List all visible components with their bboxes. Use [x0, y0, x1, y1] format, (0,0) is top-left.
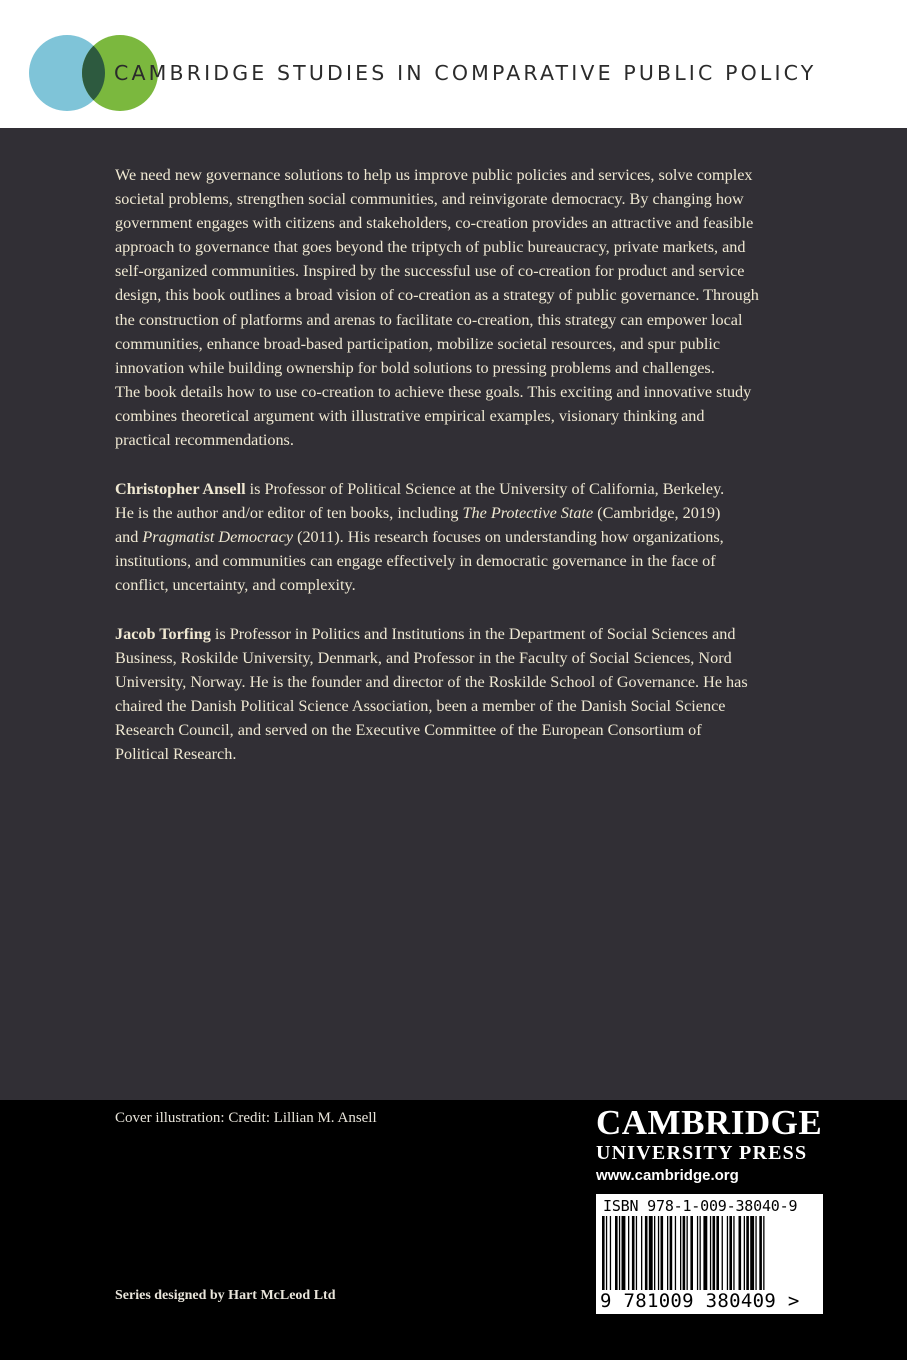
barcode-bar: [759, 1216, 762, 1290]
publisher-name: CAMBRIDGE: [596, 1103, 823, 1142]
barcode-bar: [722, 1216, 723, 1290]
barcode-bar: [716, 1216, 719, 1290]
bio-text: is Professor in Politics and Institutions in the Department of Social Sciences and: [210, 625, 736, 643]
barcode-bar: [654, 1216, 655, 1290]
barcode-bar: [610, 1216, 611, 1290]
barcode-bar: [670, 1216, 673, 1290]
barcode-bar: [636, 1216, 637, 1290]
blurb-line: design, this book outlines a broad vision of co-creation as a strategy of public governance. Through: [115, 286, 759, 305]
barcode-bar: [703, 1216, 707, 1290]
blurb-line: innovation while building ownership for bold solutions to pressing problems and challenges.: [115, 358, 715, 377]
bio-line: Political Research.: [115, 745, 237, 764]
blurb-line: The book details how to use co-creation to achieve these goals. This exciting and innovative study: [115, 382, 752, 401]
publisher-logo: [596, 1104, 826, 1186]
bio-text: (Cambridge, 2019): [593, 504, 721, 523]
bio-line: University, Norway. He is the founder and director of the Roskilde School of Governance. He has: [115, 673, 748, 692]
bio-line: Research Council, and served on the Executive Committee of the European Consortium of: [115, 721, 702, 740]
barcode-bar: [700, 1216, 701, 1290]
blurb-line: approach to governance that goes beyond the triptych of public bureaucracy, private markets, and: [115, 238, 746, 257]
barcode-bar: [615, 1216, 618, 1290]
barcode-bar: [606, 1216, 607, 1290]
bio-text: He is the author and/or editor of ten books, including: [115, 504, 463, 523]
bio-line: Business, Roskilde University, Denmark, and Professor in the Faculty of Social Sciences, Nord: [115, 649, 732, 668]
author-bio-torfing: [115, 622, 855, 767]
bio-line: [115, 501, 855, 525]
author-name: Christopher Ansell: [115, 480, 246, 498]
isbn-barcode: [596, 1194, 823, 1314]
barcode-bar: [755, 1216, 756, 1290]
series-title: CAMBRIDGE STUDIES IN COMPARATIVE PUBLIC POLICY: [114, 61, 817, 85]
barcode-bar: [641, 1216, 642, 1290]
barcode-bar: [710, 1216, 711, 1290]
book-title: Pragmatist Democracy: [142, 528, 294, 547]
barcode-bar: [602, 1216, 605, 1290]
barcode-digits: 9 781009 380409 >: [600, 1290, 800, 1312]
bio-line: [115, 477, 855, 501]
barcode-bar: [649, 1216, 653, 1290]
bio-text: is Professor of Political Science at the University of California, Berkeley.: [245, 480, 725, 498]
bio-text: and: [115, 528, 143, 547]
book-title: The Protective State: [462, 504, 594, 523]
blurb-line: the construction of platforms and arenas to facilitate co-creation, this strategy can empower local: [115, 310, 743, 329]
bio-line: institutions, and communities can engage effectively in democratic governance in the face of: [115, 552, 716, 571]
barcode-bar: [727, 1216, 728, 1290]
barcode-bar: [619, 1216, 620, 1290]
barcode-bar: [744, 1216, 745, 1290]
barcode-bar: [622, 1216, 626, 1290]
barcode-bar: [645, 1216, 648, 1290]
barcode-bar: [683, 1216, 686, 1290]
publisher-url: www.cambridge.org: [596, 1167, 739, 1184]
bio-line: chaired the Danish Political Science Association, been a member of the Danish Social Science: [115, 697, 726, 716]
barcode-bar: [661, 1216, 664, 1290]
author-name: Jacob Torfing: [115, 625, 211, 643]
blurb-line: We need new governance solutions to help us improve public policies and services, solve complex: [115, 166, 753, 184]
bio-line: [115, 525, 855, 549]
barcode-bar: [658, 1216, 659, 1290]
blurb-line: communities, enhance broad-based participation, mobilize societal resources, and spur public: [115, 334, 721, 353]
bio-line: [115, 622, 855, 646]
barcode-bar: [667, 1216, 668, 1290]
series-header: [0, 0, 907, 128]
barcode-bar: [628, 1216, 629, 1290]
barcode-bar: [750, 1216, 754, 1290]
barcode-bar: [746, 1216, 749, 1290]
barcode-bar: [729, 1216, 732, 1290]
barcode-bar: [690, 1216, 693, 1290]
barcode-bar: [687, 1216, 688, 1290]
barcode-bar: [733, 1216, 734, 1290]
blurb-line: practical recommendations.: [115, 431, 294, 450]
barcode-bar: [713, 1216, 716, 1290]
barcode-bar: [675, 1216, 676, 1290]
barcode-bar: [739, 1216, 742, 1290]
publisher-press: UNIVERSITY PRESS: [596, 1142, 808, 1164]
barcode-bar: [632, 1216, 635, 1290]
barcode-bar: [763, 1216, 764, 1290]
bio-line: conflict, uncertainty, and complexity.: [115, 576, 356, 595]
isbn-label: ISBN 978-1-009-38040-9: [603, 1197, 798, 1215]
series-designer-credit: Series designed by Hart McLeod Ltd: [115, 1288, 336, 1303]
blurb-line: government engages with citizens and stakeholders, co-creation provides an attractive and feasible: [115, 214, 754, 233]
bio-text: (2011). His research focuses on understanding how organizations,: [293, 528, 724, 547]
barcode-bar: [697, 1216, 698, 1290]
barcode-bars-icon: [602, 1216, 802, 1290]
book-blurb: [115, 163, 855, 452]
cover-illustration-credit: Cover illustration: Credit: Lillian M. Ansell: [115, 1110, 377, 1126]
blurb-line: societal problems, strengthen social communities, and reinvigorate democracy. By changing how: [115, 190, 744, 209]
barcode-bar: [680, 1216, 681, 1290]
blurb-line: combines theoretical argument with illustrative empirical examples, visionary thinking and: [115, 406, 705, 425]
author-bio-ansell: [115, 477, 855, 597]
blurb-line: self-organized communities. Inspired by the successful use of co-creation for product and service: [115, 262, 745, 281]
